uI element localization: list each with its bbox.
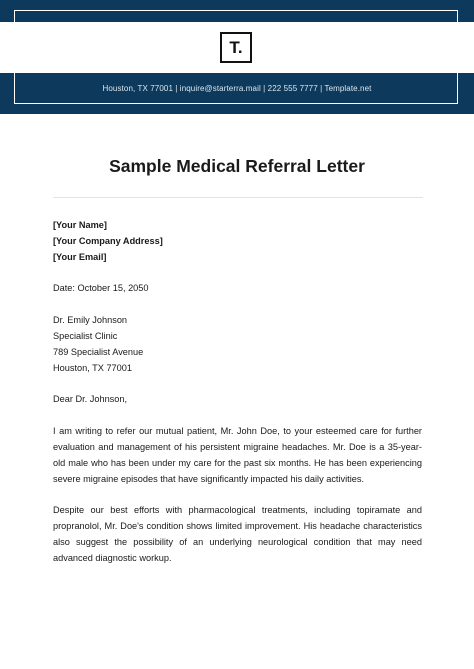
title-divider [53, 197, 423, 198]
sender-email: [Your Email] [53, 251, 107, 262]
company-logo [220, 32, 252, 63]
recipient-name: Dr. Emily Johnson [53, 315, 128, 326]
sender-company-address: [Your Company Address] [53, 235, 163, 246]
recipient-clinic: Specialist Clinic [53, 330, 118, 341]
salutation: Dear Dr. Johnson, [53, 394, 128, 405]
contact-info: Houston, TX 77001 | inquire@starterra.mail | 222 555 7777 | Template.net [102, 84, 372, 93]
body-paragraph-2: Despite our best efforts with pharmacological treatments, including topiramate and propranolol, Mr. Doe's condition shows limited improvement. His headache characteristics also suggest the possibility of an underlying neurological condition that may need advanced diagnostic workup. [53, 505, 422, 563]
letter-body [53, 218, 422, 567]
sender-name: [Your Name] [53, 220, 107, 230]
recipient-street: 789 Specialist Avenue [53, 346, 144, 357]
document-title: Sample Medical Referral Letter [109, 156, 365, 176]
letter-date: Date: October 15, 2050 [53, 283, 149, 294]
recipient-city: Houston, TX 77001 [53, 362, 132, 373]
logo-letter: T. [229, 37, 243, 57]
body-paragraph-1: I am writing to refer our mutual patient, Mr. John Doe, to your esteemed care for further evaluation and management of his persistent migraine headaches. Mr. Doe is a 35-year-old male who has been under my care for the past six months. He has been experiencing severe migraine episodes that have significantly impacted his daily activities. [53, 426, 422, 484]
